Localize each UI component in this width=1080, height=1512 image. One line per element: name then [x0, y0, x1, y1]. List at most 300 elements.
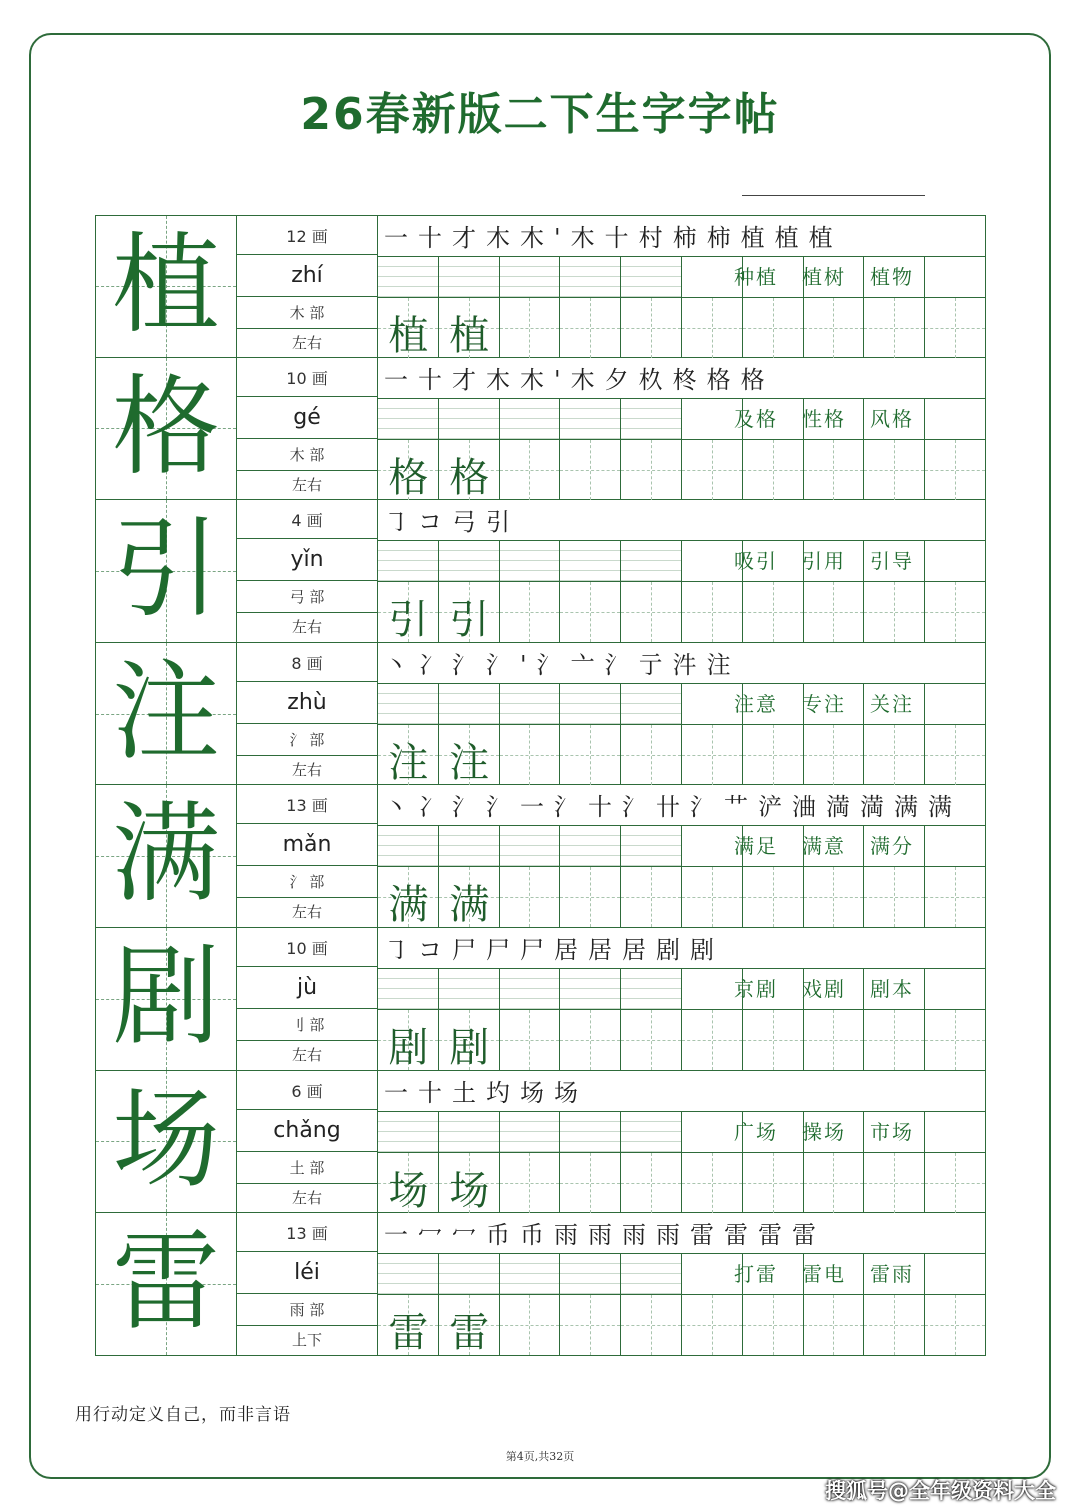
- tian-cell[interactable]: [804, 725, 865, 785]
- stroke-order-row: [378, 1213, 985, 1254]
- practice-char: 雷: [388, 1310, 429, 1357]
- tian-cell[interactable]: [560, 582, 621, 642]
- vocab-word: 京剧: [734, 976, 778, 1001]
- structure: 左右: [291, 334, 322, 352]
- model-character-box: [95, 358, 237, 501]
- stroke-order-row: [378, 216, 985, 257]
- vocab-word: 引导: [870, 549, 914, 574]
- structure: 左右: [291, 1045, 322, 1064]
- tian-cell[interactable]: [560, 725, 621, 785]
- grid-cell[interactable]: [621, 826, 682, 866]
- tian-cell[interactable]: [500, 1295, 561, 1355]
- practice-char: 满: [388, 882, 429, 929]
- stroke-step: 币: [486, 1221, 520, 1250]
- stroke-step: 氵亍: [604, 650, 673, 679]
- stroke-step: 丶: [384, 650, 418, 679]
- stroke-step: 剧: [690, 935, 724, 964]
- radical: 刂 部: [237, 1010, 377, 1041]
- stroke-count: 13 画: [237, 1217, 377, 1252]
- grid-cell[interactable]: [378, 684, 439, 724]
- stroke-step: 木十: [570, 224, 639, 252]
- practice-row: [378, 582, 985, 642]
- practice-char: 场: [449, 1167, 490, 1214]
- stroke-step: 居: [622, 935, 656, 964]
- pinyin: chǎng: [237, 1111, 377, 1152]
- char-info: [237, 928, 378, 1071]
- grid-cell[interactable]: [621, 969, 682, 1009]
- tian-cell[interactable]: [925, 440, 986, 500]
- page-number: 第4页,共32页: [505, 1450, 575, 1463]
- tian-cell[interactable]: [560, 298, 621, 358]
- tian-cell[interactable]: [560, 1295, 621, 1355]
- stroke-step: 剧: [656, 935, 690, 964]
- char-block: [95, 1071, 986, 1214]
- tian-cell[interactable]: [804, 298, 865, 358]
- practice-grid: [378, 643, 986, 786]
- stroke-step: 柿: [672, 224, 707, 252]
- tian-cell[interactable]: [743, 582, 804, 642]
- model-character-box: [95, 215, 237, 358]
- tian-cell[interactable]: [500, 1153, 561, 1213]
- grid-cell[interactable]: [439, 257, 500, 297]
- radical: 雨 部: [237, 1295, 377, 1326]
- model-character-box: [95, 1213, 237, 1356]
- tian-cell[interactable]: [621, 725, 682, 785]
- tian-cell[interactable]: [804, 582, 865, 642]
- stroke-step: 场: [520, 1078, 554, 1107]
- practice-char: 注: [388, 739, 429, 786]
- stroke-order-row: [378, 785, 985, 826]
- model-character: 植: [111, 223, 220, 348]
- vocab-word: 打雷: [734, 1262, 778, 1287]
- vocab-word: 满分: [870, 834, 914, 859]
- vocab-word: 满意: [802, 834, 846, 859]
- tian-cell[interactable]: [925, 867, 986, 927]
- radical: 氵 部: [237, 725, 377, 756]
- grid-cell[interactable]: [560, 399, 621, 439]
- tian-cell[interactable]: [560, 440, 621, 500]
- practice-row: [378, 725, 985, 785]
- model-character: 雷: [111, 1220, 220, 1346]
- char-block: [95, 358, 986, 501]
- grid-cell[interactable]: [439, 826, 500, 866]
- stroke-step: 氵亠: [536, 650, 605, 679]
- words-row: [378, 541, 985, 582]
- stroke-step: 木: [486, 224, 520, 252]
- tian-cell[interactable]: [682, 725, 743, 785]
- radical: 氵 部: [237, 867, 377, 898]
- stroke-step: 満: [826, 793, 860, 822]
- practice-row: [378, 440, 985, 500]
- char-info: [237, 1071, 378, 1214]
- tian-cell[interactable]: [560, 867, 621, 927]
- words-row: [378, 257, 985, 298]
- stroke-step: 柊: [672, 365, 707, 394]
- tian-cell[interactable]: [621, 298, 682, 358]
- grid-cell[interactable]: [621, 1112, 682, 1152]
- name-underline: [742, 195, 925, 196]
- vocab-word: 广场: [734, 1119, 778, 1144]
- stroke-step: 冖: [452, 1221, 486, 1250]
- model-character: 格: [111, 364, 220, 490]
- tian-cell[interactable]: [682, 582, 743, 642]
- tian-cell[interactable]: [743, 1295, 804, 1355]
- pinyin: léi: [237, 1253, 377, 1294]
- vocab-word: 种植: [734, 265, 778, 289]
- structure: 左右: [291, 903, 322, 922]
- model-character-box: [95, 785, 237, 928]
- tian-cell[interactable]: [743, 1153, 804, 1213]
- watermark: 搜狐号@全年级资料大全: [825, 1479, 1056, 1503]
- tian-cell[interactable]: [682, 1153, 743, 1213]
- stroke-step: 木: [486, 365, 520, 394]
- tian-cell[interactable]: [500, 440, 561, 500]
- stroke-count: 4 画: [237, 504, 377, 539]
- page-title: 26春新版二下生字字帖: [300, 89, 780, 140]
- practice-grid: [378, 1213, 986, 1356]
- model-character: 注: [111, 649, 220, 775]
- stroke-step: 居: [588, 935, 622, 964]
- stroke-step: 氵十: [554, 793, 622, 822]
- stroke-step: 雷: [690, 1221, 724, 1250]
- tian-cell[interactable]: [560, 1153, 621, 1213]
- grid-cell[interactable]: [439, 969, 500, 1009]
- vocab-word: 关注: [870, 691, 914, 716]
- grid-cell[interactable]: [439, 1112, 500, 1152]
- stroke-step: 满: [894, 793, 928, 822]
- grid-cell[interactable]: [560, 541, 621, 581]
- words-row: [378, 1112, 985, 1153]
- stroke-step: 木夕: [570, 365, 639, 394]
- tian-cell[interactable]: [500, 1010, 561, 1070]
- practice-char: 场: [388, 1167, 429, 1214]
- practice-char: 引: [388, 597, 429, 644]
- practice-char: 剧: [449, 1024, 490, 1071]
- stroke-step: 一: [384, 1078, 418, 1107]
- char-info: [237, 215, 378, 358]
- tian-cell[interactable]: [864, 1153, 925, 1213]
- tian-cell[interactable]: [804, 1295, 865, 1355]
- stroke-step: 圴: [486, 1078, 520, 1107]
- grid-cell[interactable]: [560, 684, 621, 724]
- grid-cell[interactable]: [378, 826, 439, 866]
- grid-cell[interactable]: [500, 684, 561, 724]
- char-info: [237, 358, 378, 501]
- grid-cell[interactable]: [439, 684, 500, 724]
- model-character-box: [95, 1071, 237, 1214]
- tian-cell[interactable]: [804, 1153, 865, 1213]
- radical: 木 部: [237, 298, 377, 329]
- stroke-order-row: [378, 358, 985, 399]
- stroke-step: 杦: [638, 365, 673, 394]
- structure: 左右: [291, 760, 322, 779]
- tian-cell[interactable]: [864, 582, 925, 642]
- stroke-step: 十: [418, 1078, 452, 1107]
- tian-cell[interactable]: [864, 867, 925, 927]
- stroke-step: 氵卄: [622, 793, 690, 822]
- tian-cell[interactable]: [743, 1010, 804, 1070]
- practice-grid: [378, 358, 986, 501]
- tian-cell[interactable]: [925, 1010, 986, 1070]
- stroke-step: 一: [384, 1221, 418, 1250]
- model-character-box: [95, 643, 237, 786]
- practice-grid: [378, 215, 986, 358]
- vocab-word: 专注: [802, 691, 846, 716]
- stroke-step: 満: [860, 793, 894, 822]
- words-row: [378, 969, 985, 1010]
- tian-cell[interactable]: [621, 440, 682, 500]
- practice-char: 植: [449, 313, 490, 359]
- practice-row: [378, 298, 985, 358]
- tian-cell[interactable]: [864, 440, 925, 500]
- grid-cell[interactable]: [621, 257, 682, 297]
- radical: 弓 部: [237, 582, 377, 613]
- model-character: 剧: [111, 934, 220, 1060]
- pinyin: zhù: [237, 683, 377, 724]
- stroke-step: 雷: [724, 1221, 758, 1250]
- grid-cell[interactable]: [500, 541, 561, 581]
- vocab-word: 雷电: [802, 1262, 846, 1287]
- structure: 左右: [291, 1188, 322, 1207]
- tian-cell[interactable]: [682, 298, 743, 358]
- radical: 土 部: [237, 1153, 377, 1184]
- grid-cell[interactable]: [378, 541, 439, 581]
- grid-cell[interactable]: [500, 257, 561, 297]
- structure: 左右: [291, 618, 322, 637]
- char-block: [95, 785, 986, 928]
- pinyin: gé: [237, 398, 377, 439]
- tian-cell[interactable]: [743, 440, 804, 500]
- stroke-step: 十: [418, 224, 452, 252]
- stroke-step: 木': [520, 224, 571, 252]
- vocab-word: 及格: [734, 406, 778, 431]
- stroke-step: 木': [520, 365, 571, 394]
- tian-cell[interactable]: [682, 1010, 743, 1070]
- tian-cell[interactable]: [621, 1153, 682, 1213]
- tian-cell[interactable]: [864, 1010, 925, 1070]
- practice-grid: [378, 785, 986, 928]
- grid-cell[interactable]: [621, 541, 682, 581]
- vocab-word: 吸引: [734, 549, 778, 574]
- stroke-step: 尸: [452, 935, 486, 964]
- tian-cell[interactable]: [621, 867, 682, 927]
- practice-char: 格: [388, 454, 429, 501]
- grid-cell[interactable]: [560, 1112, 621, 1152]
- stroke-step: 雨: [622, 1221, 656, 1250]
- vocab-word: 注意: [734, 691, 778, 716]
- grid-cell[interactable]: [439, 541, 500, 581]
- stroke-count: 12 画: [237, 220, 377, 255]
- stroke-step: 居: [554, 935, 588, 964]
- practice-char: 引: [449, 597, 490, 644]
- stroke-step: 汼: [672, 650, 707, 679]
- stroke-order-row: [378, 1071, 985, 1112]
- stroke-step: ㇆: [384, 508, 418, 537]
- practice-char: 满: [449, 882, 490, 929]
- stroke-step: 雷: [758, 1221, 792, 1250]
- stroke-step: 氵一: [486, 793, 554, 822]
- practice-row: [378, 1153, 985, 1213]
- tian-cell[interactable]: [682, 1295, 743, 1355]
- practice-char: 植: [388, 313, 429, 359]
- stroke-step: 格: [740, 365, 775, 394]
- stroke-step: 植: [740, 224, 775, 252]
- grid-cell[interactable]: [560, 969, 621, 1009]
- words-row: [378, 1254, 985, 1295]
- pinyin: mǎn: [237, 825, 377, 866]
- stroke-step: 氵: [452, 793, 486, 822]
- model-character-box: [95, 928, 237, 1071]
- radical: 木 部: [237, 440, 377, 471]
- practice-char: 注: [449, 739, 490, 786]
- stroke-step: 冫: [418, 650, 452, 679]
- stroke-step: ㇆: [384, 935, 418, 964]
- tian-cell[interactable]: [804, 867, 865, 927]
- grid-cell[interactable]: [500, 399, 561, 439]
- grid-cell[interactable]: [378, 1112, 439, 1152]
- words-row: [378, 399, 985, 440]
- tian-cell[interactable]: [500, 298, 561, 358]
- grid-cell[interactable]: [621, 399, 682, 439]
- stroke-step: 才: [452, 224, 486, 252]
- vocab-word: 市场: [870, 1119, 914, 1144]
- stroke-step: 格: [706, 365, 741, 394]
- tian-cell[interactable]: [682, 440, 743, 500]
- vocab-word: 植物: [870, 265, 914, 289]
- stroke-step: 土: [452, 1078, 486, 1107]
- tian-cell[interactable]: [925, 582, 986, 642]
- tian-cell[interactable]: [864, 1295, 925, 1355]
- tian-cell[interactable]: [500, 582, 561, 642]
- vocab-word: 性格: [802, 406, 846, 431]
- tian-cell[interactable]: [864, 725, 925, 785]
- grid-cell[interactable]: [500, 969, 561, 1009]
- stroke-step: 植: [808, 224, 843, 252]
- tian-cell[interactable]: [743, 867, 804, 927]
- char-info: [237, 643, 378, 786]
- char-block: [95, 215, 986, 358]
- grid-cell[interactable]: [500, 826, 561, 866]
- char-info: [237, 785, 378, 928]
- vocab-word: 戏剧: [802, 976, 846, 1001]
- tian-cell[interactable]: [500, 725, 561, 785]
- tian-cell[interactable]: [560, 1010, 621, 1070]
- practice-grid: [378, 928, 986, 1071]
- stroke-order-row: [378, 500, 985, 541]
- grid-cell[interactable]: [378, 1254, 439, 1294]
- tian-cell[interactable]: [500, 867, 561, 927]
- stroke-order-row: [378, 643, 985, 684]
- stroke-step: 氵艹: [690, 793, 758, 822]
- tian-cell[interactable]: [925, 298, 986, 358]
- grid-cell[interactable]: [560, 826, 621, 866]
- stroke-step: 村: [638, 224, 673, 252]
- stroke-step: 雷: [792, 1221, 826, 1250]
- grid-cell[interactable]: [378, 257, 439, 297]
- grid-cell[interactable]: [560, 257, 621, 297]
- vocab-word: 满足: [734, 834, 778, 859]
- char-block: [95, 500, 986, 643]
- stroke-step: 氵: [452, 650, 486, 679]
- stroke-step: 氵': [486, 650, 537, 679]
- stroke-step: 冫: [418, 793, 452, 822]
- char-info: [237, 1213, 378, 1356]
- stroke-step: 柿: [706, 224, 741, 252]
- stroke-step: 浀: [792, 793, 826, 822]
- vocab-word: 操场: [802, 1119, 846, 1144]
- stroke-step: 植: [774, 224, 809, 252]
- grid-cell[interactable]: [500, 1254, 561, 1294]
- tian-cell[interactable]: [804, 440, 865, 500]
- model-character: 场: [111, 1077, 220, 1203]
- stroke-step: 才: [452, 365, 486, 394]
- stroke-step: 丶: [384, 793, 418, 822]
- stroke-step: 一: [384, 365, 418, 394]
- grid-cell[interactable]: [621, 684, 682, 724]
- stroke-count: 13 画: [237, 789, 377, 824]
- stroke-step: コ: [418, 508, 452, 537]
- words-row: [378, 684, 985, 725]
- stroke-count: 6 画: [237, 1075, 377, 1110]
- practice-char: 格: [449, 454, 490, 501]
- stroke-step: 场: [554, 1078, 588, 1107]
- tian-cell[interactable]: [743, 298, 804, 358]
- pinyin: zhí: [237, 256, 377, 297]
- tian-cell[interactable]: [682, 867, 743, 927]
- tian-cell[interactable]: [864, 298, 925, 358]
- char-block: [95, 928, 986, 1071]
- motto-text: 用行动定义自己，而非言语: [75, 1405, 291, 1425]
- stroke-step: 满: [928, 793, 962, 822]
- grid-cell[interactable]: [439, 1254, 500, 1294]
- practice-grid: [378, 500, 986, 643]
- grid-cell[interactable]: [378, 399, 439, 439]
- grid-cell[interactable]: [439, 399, 500, 439]
- tian-cell[interactable]: [621, 582, 682, 642]
- char-block: [95, 1213, 986, 1356]
- tian-cell[interactable]: [743, 725, 804, 785]
- char-block: [95, 643, 986, 786]
- vocab-word: 植树: [802, 265, 846, 289]
- stroke-step: コ: [418, 935, 452, 964]
- grid-cell[interactable]: [560, 1254, 621, 1294]
- stroke-count: 8 画: [237, 647, 377, 682]
- grid-cell[interactable]: [378, 969, 439, 1009]
- practice-row: [378, 1295, 985, 1355]
- practice-char: 雷: [449, 1310, 490, 1357]
- vocab-word: 风格: [870, 406, 914, 431]
- tian-cell[interactable]: [621, 1010, 682, 1070]
- words-row: [378, 826, 985, 867]
- grid-cell[interactable]: [500, 1112, 561, 1152]
- vocab-word: 剧本: [870, 976, 914, 1001]
- stroke-step: 尸: [520, 935, 554, 964]
- tian-cell[interactable]: [804, 1010, 865, 1070]
- tian-cell[interactable]: [621, 1295, 682, 1355]
- tian-cell[interactable]: [925, 725, 986, 785]
- tian-cell[interactable]: [925, 1153, 986, 1213]
- stroke-step: 注: [706, 650, 741, 679]
- grid-cell[interactable]: [621, 1254, 682, 1294]
- tian-cell[interactable]: [925, 1295, 986, 1355]
- vocab-word: 雷雨: [870, 1262, 914, 1287]
- pinyin: yǐn: [237, 540, 377, 581]
- practice-sheet: [95, 215, 986, 1356]
- vocab-word: 引用: [802, 549, 846, 574]
- stroke-step: 雨: [554, 1221, 588, 1250]
- practice-row: [378, 867, 985, 927]
- stroke-step: 一: [384, 224, 418, 252]
